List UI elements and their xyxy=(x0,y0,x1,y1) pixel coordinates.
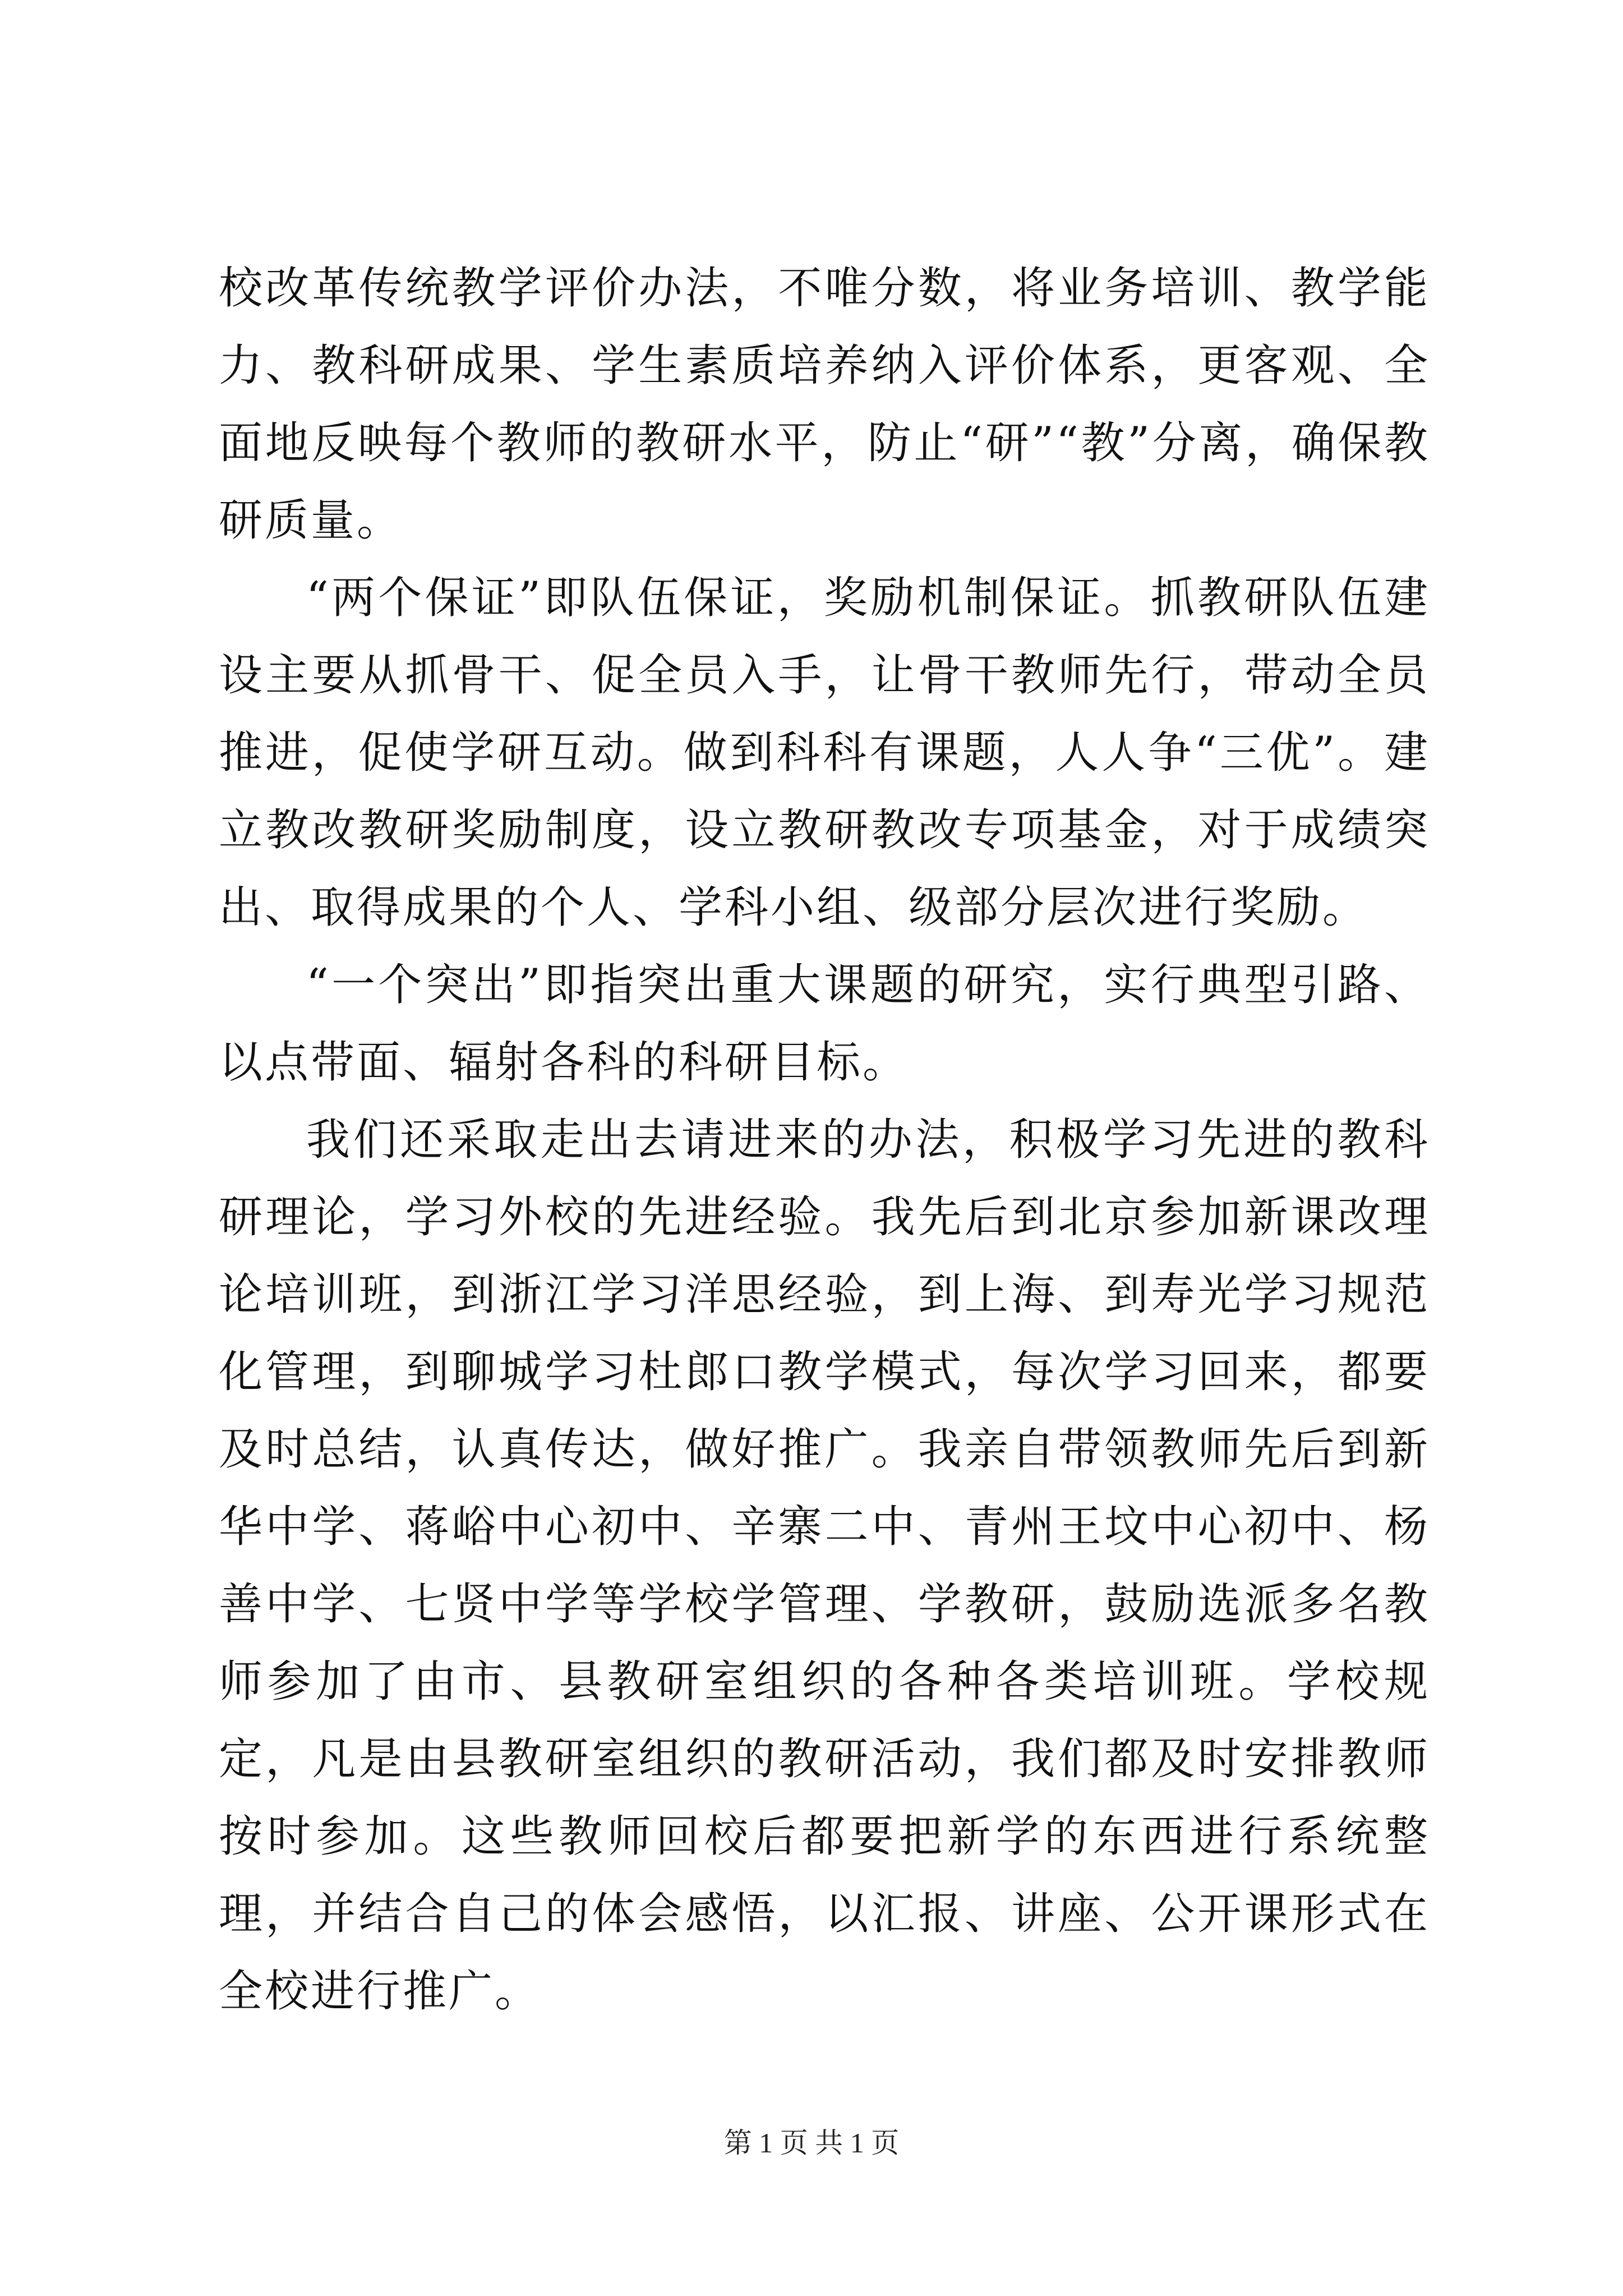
paragraph-3: “一个突出”即指突出重大课题的研究，实行典型引路、以点带面、辐射各科的科研目标。 xyxy=(219,960,1430,1088)
document-body xyxy=(219,250,1430,2030)
paragraph-1: 校改革传统教学评价办法，不唯分数，将业务培训、教学能力、教科研成果、学生素质培养纳入评价体系，更客观、全面地反映每个教师的教研水平，防止“研”“教”分离，确保教研质量。 xyxy=(219,263,1430,546)
paragraph-4: 我们还采取走出去请进来的办法，积极学习先进的教科研理论，学习外校的先进经验。我先后到北京参加新课改理论培训班，到浙江学习洋思经验，到上海、到寿光学习规范化管理，到聊城学习杜郎口教学模式，每次学习回来，都要及时总结，认真传达，做好推广。我亲自带领教师先后到新华中学、蒋峪中心初中、辛寨二中、青州王坟中心初中、杨善中学、七贤中学等学校学管理、学教研，鼓励选派多名教师参加了由市、县教研室组织的各种各类培训班。学校规定，凡是由县教研室组织的教研活动，我们都及时安排教师按时参加。这些教师回校后都要把新学的东西进行系统整理，并结合自己的体会感悟，以汇报、讲座、公开课形式在全校进行推广。 xyxy=(219,1115,1430,2017)
paragraph-2: “两个保证”即队伍保证，奖励机制保证。抓教研队伍建设主要从抓骨干、促全员入手，让骨干教师先行，带动全员推进，促使学研互动。做到科科有课题，人人争“三优”。建立教改教研奖励制度，设立教研教改专项基金，对于成绩突出、取得成果的个人、学科小组、级部分层次进行奖励。 xyxy=(219,573,1430,933)
page-number-footer: 第 1 页 共 1 页 xyxy=(723,2127,900,2159)
